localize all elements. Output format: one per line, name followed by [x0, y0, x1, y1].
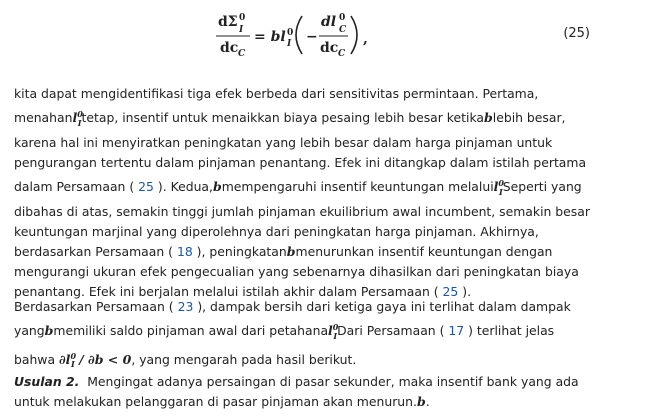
- paragraph-line: yangbmemiliki saldo pinjaman awal dari petahanal$^0_I$Dari Persamaan ( 17 ) terlihat jelas: [14, 322, 555, 341]
- math-b: b: [286, 243, 296, 259]
- paragraph-line: Usulan 2. Mengingat adanya persaingan di pasar sekunder, maka insentif bank yang ada: [14, 374, 579, 389]
- paragraph-line: dibahas di atas, semakin tinggi jumlah pinjaman ekuilibrium awal incumbent, semakin besar: [14, 203, 590, 219]
- equation-ref-link-25[interactable]: 25: [442, 284, 459, 300]
- math-l-I0: l: [72, 110, 78, 126]
- eq-rhs-factor: = bl: [254, 29, 286, 45]
- math-b: b: [212, 179, 222, 195]
- equation-25: [0, 8, 656, 62]
- eq-lhs-num-sup: 0: [239, 13, 246, 23]
- eq-inner-minus: −: [306, 29, 318, 45]
- paragraph-line: dalam Persamaan ( 25 ). Kedua,bmempengaruhi insentif keuntungan melaluil$^0_I$Seperti yang: [14, 177, 582, 197]
- eq-lhs-den-sub: C: [238, 49, 246, 59]
- eq-lhs-denominator: dc: [220, 40, 239, 56]
- equation-ref-link-25[interactable]: 25: [138, 179, 154, 195]
- math-b: b: [416, 394, 426, 410]
- math-b: b: [44, 323, 54, 339]
- eq-left-paren: [296, 16, 302, 54]
- paragraph-line: berdasarkan Persamaan ( 18 ), peningkatanbmenurunkan insentif keuntungan dengan: [14, 243, 553, 259]
- eq-lhs-numerator: dΣ: [218, 14, 238, 30]
- eq-inner-num-sup: 0: [339, 13, 346, 23]
- paragraph-line: mengurangi ukuran efek pengecualian yang sebenarnya dihasilkan dari peningkatan biaya: [14, 263, 579, 279]
- equation-formula: [210, 8, 370, 62]
- eq-rhs-sup: 0: [287, 28, 294, 38]
- math-l-I0: l: [493, 179, 499, 195]
- math-l-I0: l: [328, 323, 333, 339]
- paragraph-line: pengurangan tertentu dalam pinjaman penantang. Efek ini ditangkap dalam istilah pertama: [14, 154, 587, 170]
- eq-inner-num-sub: C: [339, 25, 347, 35]
- paragraph-line: menahanl$^0_I$tetap, insentif untuk menaikkan biaya pesaing lebih besar ketikablebih besar,: [14, 109, 566, 128]
- math-partial-l-I0: ∂l: [59, 351, 71, 367]
- math-b: b: [484, 110, 493, 126]
- eq-lhs-num-sub: I: [239, 25, 244, 35]
- paragraph-line: kita dapat mengidentifikasi tiga efek berbeda dari sensitivitas permintaan. Pertama,: [14, 86, 539, 101]
- math-partial-b-inequality: / ∂b < 0: [74, 351, 132, 367]
- eq-right-paren: [351, 16, 357, 54]
- paragraph-line: untuk melakukan pelanggaran di pasar pinjaman akan menurun.b.: [14, 394, 430, 410]
- paragraph-net-impact: [14, 297, 644, 374]
- eq-inner-denominator: dc: [320, 40, 339, 56]
- proposal-2: [14, 372, 644, 412]
- paragraph-line: keuntungan marjinal yang diperolehnya dari peningkatan harga pinjaman. Akhirnya,: [14, 223, 539, 239]
- paragraph-line: karena hal ini menyiratkan peningkatan yang lebih besar dalam harga pinjaman untuk: [14, 134, 553, 150]
- paragraph-line: penantang. Efek ini berjalan melalui istilah akhir dalam Persamaan ( 25 ).: [14, 284, 472, 300]
- eq-inner-numerator: dl: [321, 14, 337, 30]
- proposal-label: Usulan 2.: [14, 374, 80, 389]
- eq-trailing-comma: ,: [363, 31, 368, 47]
- paragraph-demand-sensitivity: [14, 84, 644, 302]
- equation-ref-link-23[interactable]: 23: [177, 299, 194, 314]
- paragraph-line: Berdasarkan Persamaan ( 23 ), dampak bersih dari ketiga gaya ini terlihat dalam dampak: [14, 299, 571, 314]
- eq-inner-den-sub: C: [338, 49, 346, 59]
- paragraph-line: bahwa $\partial l^0_I / \partial b < 0$, yang mengarah pada hasil berikut.: [14, 350, 357, 370]
- equation-ref-link-18[interactable]: 18: [176, 243, 193, 259]
- equation-number: (25): [563, 26, 590, 41]
- equation-ref-link-17[interactable]: 17: [448, 323, 465, 339]
- eq-rhs-sub: I: [287, 39, 292, 49]
